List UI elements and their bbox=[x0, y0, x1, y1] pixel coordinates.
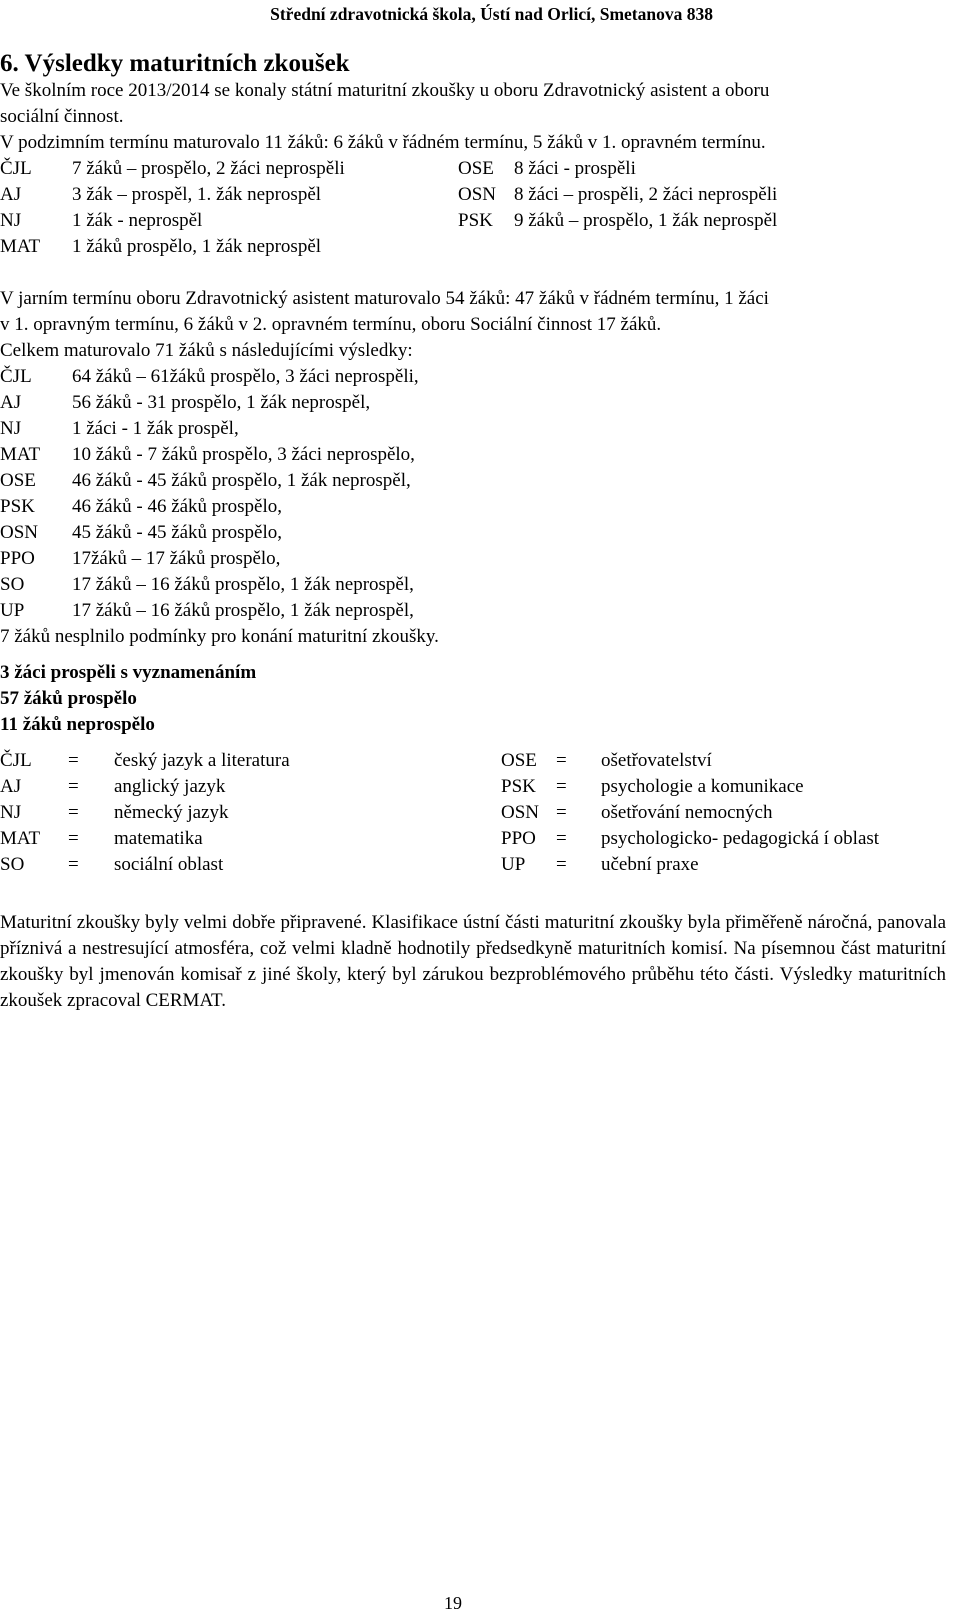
result-text: 1 žáků prospělo, 1 žák neprospěl bbox=[72, 236, 322, 257]
abbreviation: NJ bbox=[0, 802, 22, 823]
equals-sign: = bbox=[556, 776, 567, 797]
equals-sign: = bbox=[68, 776, 79, 797]
definition: učební praxe bbox=[601, 854, 699, 875]
definition: matematika bbox=[114, 828, 203, 849]
subject-code: AJ bbox=[0, 392, 22, 413]
subject-code: OSN bbox=[458, 184, 497, 205]
subject-code: PPO bbox=[0, 548, 35, 569]
intro-line: Ve školním roce 2013/2014 se konaly státní maturitní zkoušky u oboru Zdravotnický asistent a oboru bbox=[0, 80, 770, 101]
subject-code: MAT bbox=[0, 236, 41, 257]
definition: německý jazyk bbox=[114, 802, 229, 823]
definition: český jazyk a literatura bbox=[114, 750, 290, 771]
subject-code: PSK bbox=[458, 210, 493, 231]
section-title: 6. Výsledky maturitních zkoušek bbox=[0, 50, 350, 77]
abbreviation: OSE bbox=[501, 750, 537, 771]
result-text: 10 žáků - 7 žáků prospělo, 3 žáci neprospělo, bbox=[72, 444, 415, 465]
spring-intro-line: v 1. opravným termínu, 6 žáků v 2. opravném termínu, oboru Sociální činnost 17 žáků. bbox=[0, 314, 662, 335]
summary-line: 3 žáci prospěli s vyznamenáním bbox=[0, 662, 257, 683]
subject-code: ČJL bbox=[0, 158, 32, 179]
spring-intro-line: Celkem maturovalo 71 žáků s následujícími výsledky: bbox=[0, 340, 413, 361]
spring-intro-line: V jarním termínu oboru Zdravotnický asistent maturovalo 54 žáků: 47 žáků v řádném termínu, 1 žáci bbox=[0, 288, 769, 309]
closing-paragraph: Maturitní zkoušky byly velmi dobře připravené. Klasifikace ústní části maturitní zkoušky byla přiměřeně náročná, panovala příznivá a nestresující atmosféra, což velmi kladně hodnotily předsedkyně maturitních komisí. Na písemnou část maturitní zkoušky byl jmenován komisař z jiné školy, který byl zárukou bezproblémového průběhu této části. Výsledky maturitních zkoušek zpracoval CERMAT. bbox=[0, 912, 946, 1011]
abbreviation: SO bbox=[0, 854, 25, 875]
result-text: 8 žáci – prospěli, 2 žáci neprospěli bbox=[514, 184, 778, 205]
subject-code: MAT bbox=[0, 444, 41, 465]
definition: sociální oblast bbox=[114, 854, 224, 875]
definition: anglický jazyk bbox=[114, 776, 226, 797]
intro-line: V podzimním termínu maturovalo 11 žáků: 6 žáků v řádném termínu, 5 žáků v 1. opravném termínu. bbox=[0, 132, 766, 153]
subject-code: ČJL bbox=[0, 366, 32, 387]
equals-sign: = bbox=[68, 750, 79, 771]
not-admitted-note: 7 žáků nesplnilo podmínky pro konání maturitní zkoušky. bbox=[0, 626, 439, 647]
result-text: 1 žáci - 1 žák prospěl, bbox=[72, 418, 239, 439]
summary-line: 11 žáků neprospělo bbox=[0, 714, 155, 735]
definition: ošetřování nemocných bbox=[601, 802, 773, 823]
result-text: 46 žáků - 45 žáků prospělo, 1 žák neprospěl, bbox=[72, 470, 411, 491]
equals-sign: = bbox=[556, 854, 567, 875]
abbreviation: AJ bbox=[0, 776, 22, 797]
result-text: 64 žáků – 61žáků prospělo, 3 žáci neprospěli, bbox=[72, 366, 419, 387]
page-number: 19 bbox=[444, 1593, 462, 1613]
result-text: 9 žáků – prospělo, 1 žák neprospěl bbox=[514, 210, 778, 231]
result-text: 46 žáků - 46 žáků prospělo, bbox=[72, 496, 282, 517]
result-text: 8 žáci - prospěli bbox=[514, 158, 636, 179]
subject-code: PSK bbox=[0, 496, 35, 517]
abbreviation: OSN bbox=[501, 802, 540, 823]
equals-sign: = bbox=[556, 802, 567, 823]
subject-code: UP bbox=[0, 600, 25, 621]
result-text: 17 žáků – 16 žáků prospělo, 1 žák neprospěl, bbox=[72, 574, 414, 595]
abbreviation: MAT bbox=[0, 828, 41, 849]
equals-sign: = bbox=[68, 828, 79, 849]
intro-line: sociální činnost. bbox=[0, 106, 124, 127]
result-text: 17 žáků – 16 žáků prospělo, 1 žák neprospěl, bbox=[72, 600, 414, 621]
equals-sign: = bbox=[68, 854, 79, 875]
abbreviation: UP bbox=[501, 854, 526, 875]
abbreviation: PPO bbox=[501, 828, 536, 849]
equals-sign: = bbox=[556, 828, 567, 849]
equals-sign: = bbox=[556, 750, 567, 771]
subject-code: OSE bbox=[458, 158, 494, 179]
result-text: 17žáků – 17 žáků prospělo, bbox=[72, 548, 281, 569]
subject-code: SO bbox=[0, 574, 25, 595]
subject-code: OSE bbox=[0, 470, 36, 491]
subject-code: AJ bbox=[0, 184, 22, 205]
equals-sign: = bbox=[68, 802, 79, 823]
result-text: 56 žáků - 31 prospělo, 1 žák neprospěl, bbox=[72, 392, 371, 413]
result-text: 7 žáků – prospělo, 2 žáci neprospěli bbox=[72, 158, 345, 179]
abbreviation: PSK bbox=[501, 776, 536, 797]
subject-code: OSN bbox=[0, 522, 39, 543]
subject-code: NJ bbox=[0, 418, 22, 439]
abbreviation: ČJL bbox=[0, 750, 32, 771]
definition: psychologie a komunikace bbox=[601, 776, 804, 797]
definition: psychologicko- pedagogická í oblast bbox=[601, 828, 880, 849]
definition: ošetřovatelství bbox=[601, 750, 712, 771]
result-text: 45 žáků - 45 žáků prospělo, bbox=[72, 522, 282, 543]
summary-line: 57 žáků prospělo bbox=[0, 688, 137, 709]
subject-code: NJ bbox=[0, 210, 22, 231]
result-text: 3 žák – prospěl, 1. žák neprospěl bbox=[72, 184, 322, 205]
page-header: Střední zdravotnická škola, Ústí nad Orlicí, Smetanova 838 bbox=[270, 4, 713, 24]
result-text: 1 žák - neprospěl bbox=[72, 210, 203, 231]
